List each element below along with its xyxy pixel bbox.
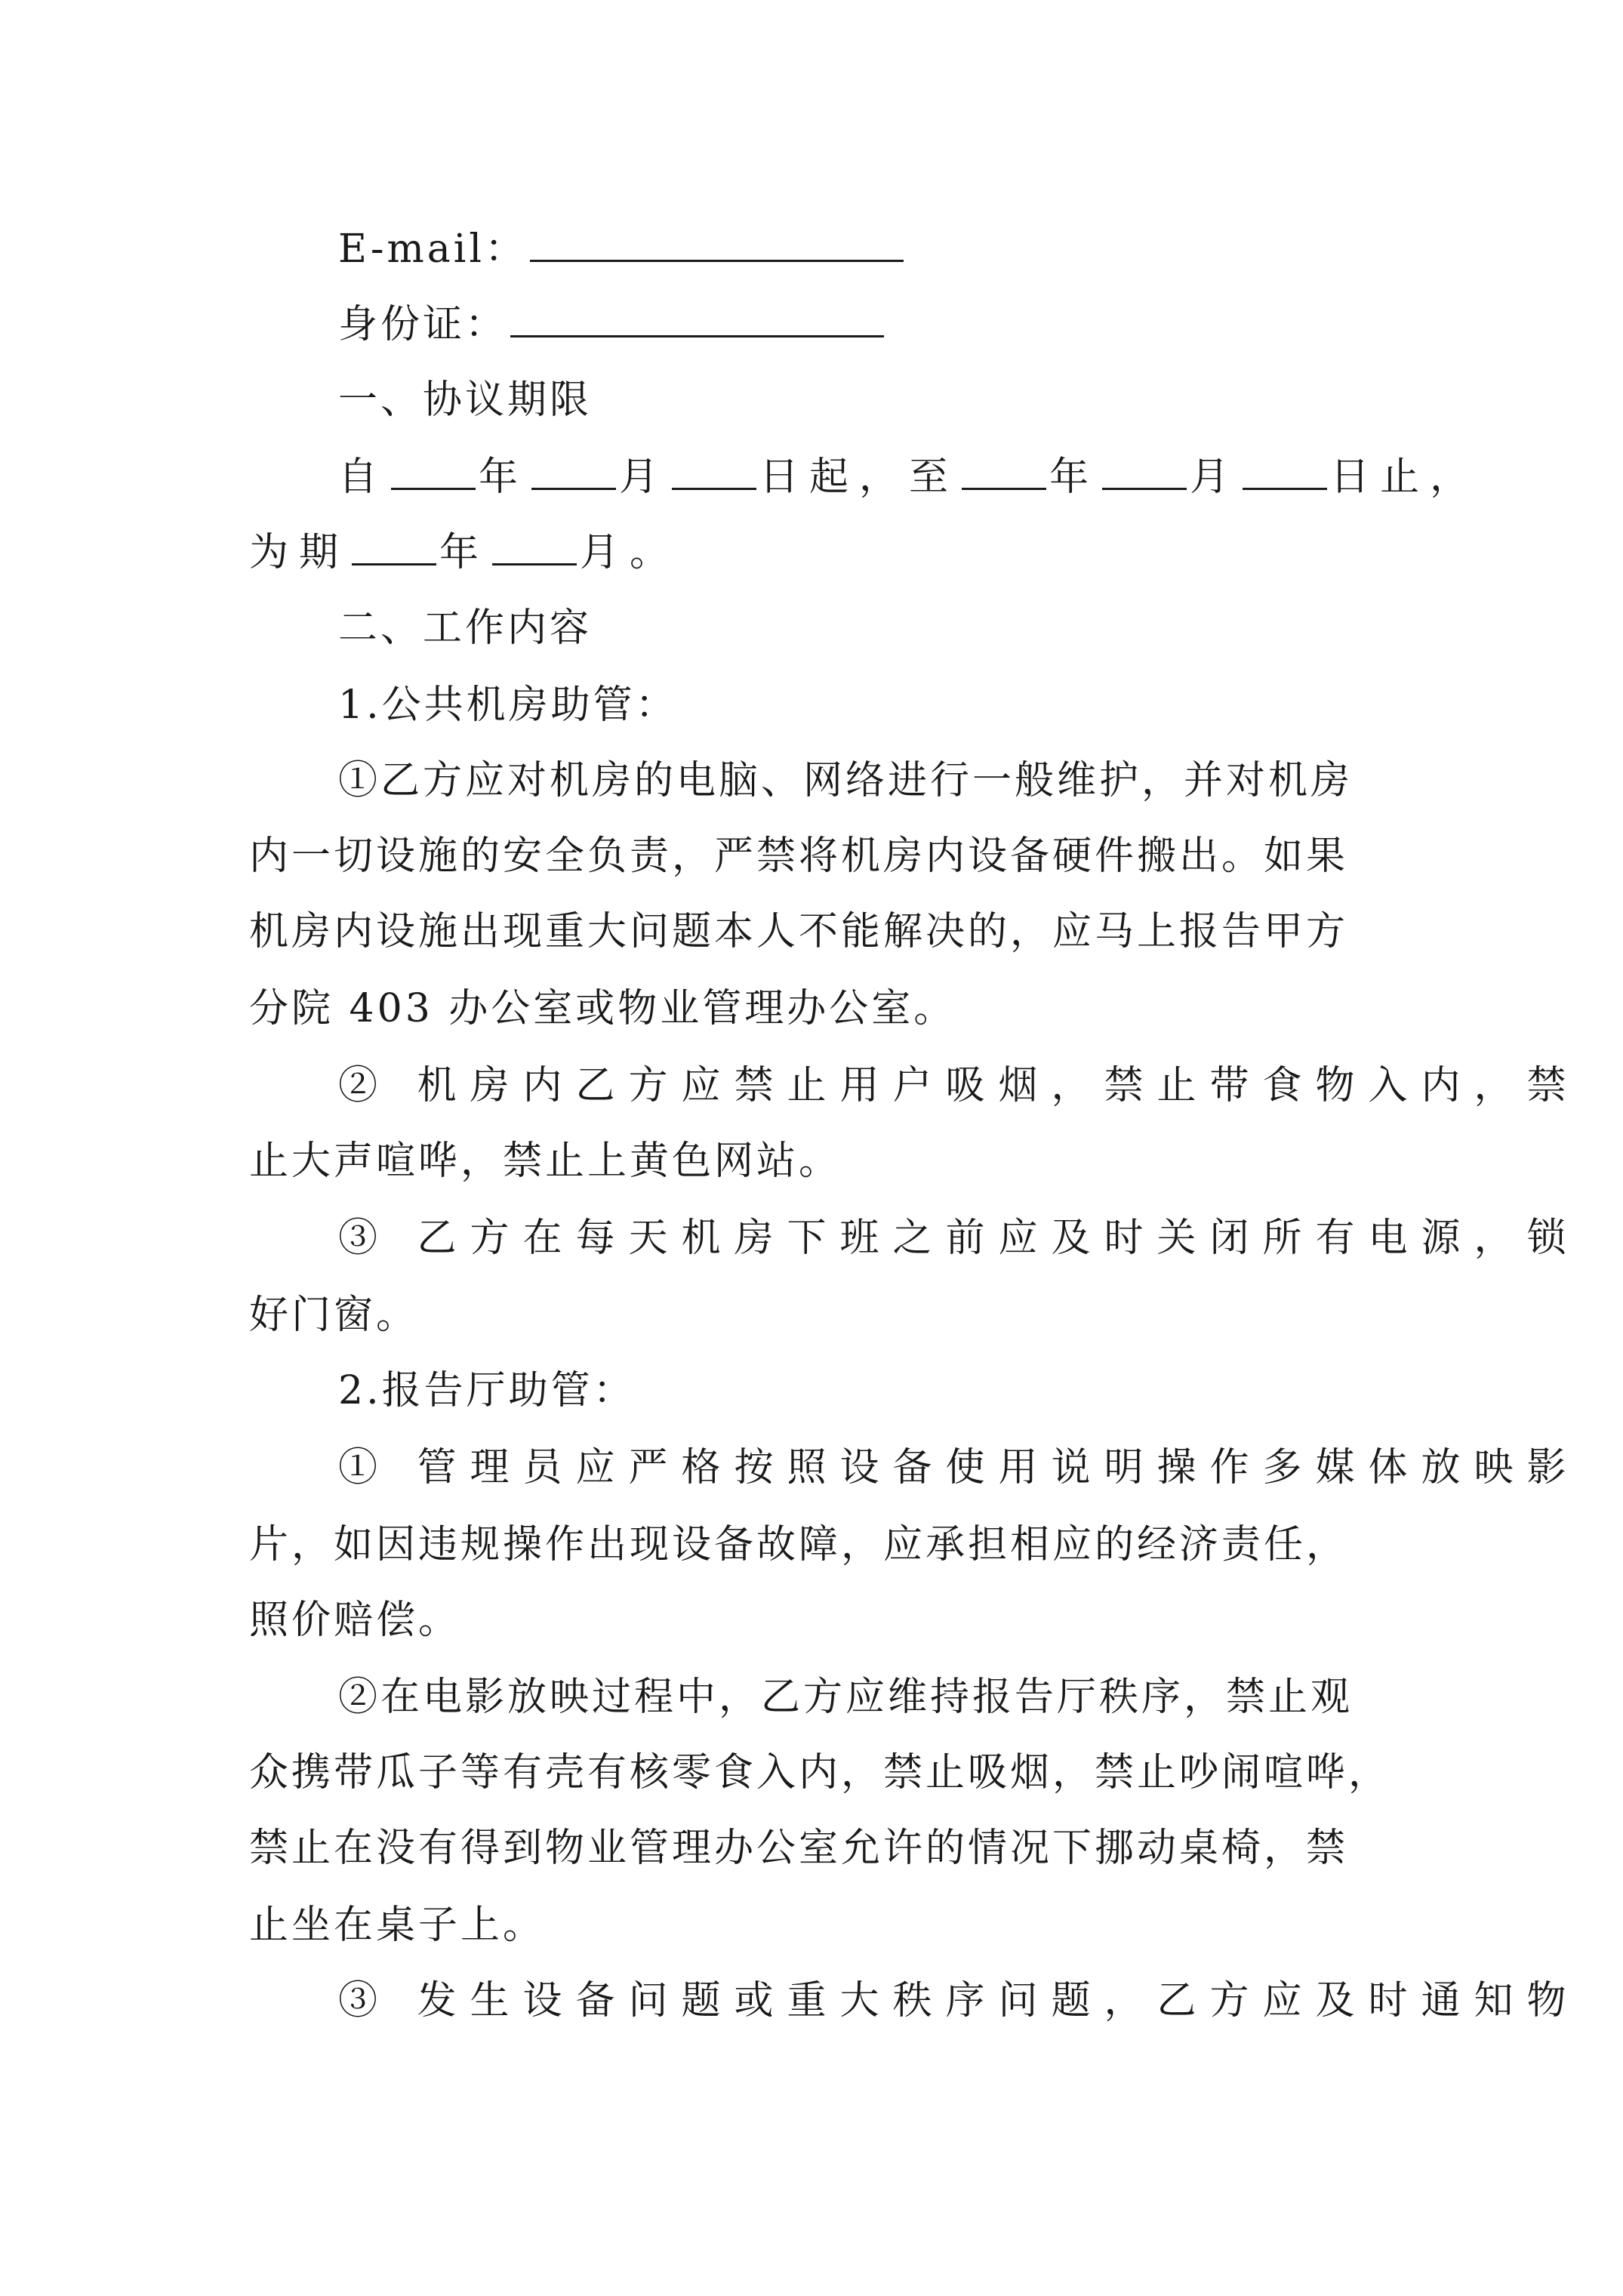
term-text: 年 xyxy=(1049,455,1100,500)
term-line-2 xyxy=(249,529,679,575)
term-blank xyxy=(531,453,616,490)
id-label: 身份证： xyxy=(338,302,508,347)
email-label: E-mail： xyxy=(338,227,528,272)
paragraph-line: ② 机房内乙方应禁止用户吸烟，禁止带食物入内，禁 xyxy=(338,1063,1580,1108)
term-text: 年 xyxy=(479,455,529,500)
paragraph-line: 照价赔偿。 xyxy=(249,1598,461,1643)
paragraph-line: ① 管理员应严格按照设备使用说明操作多媒体放映影 xyxy=(338,1445,1580,1490)
email-blank xyxy=(530,225,904,262)
paragraph-line: ③ 乙方在每天机房下班之前应及时关闭所有电源，锁 xyxy=(338,1216,1580,1261)
term-text: 自 xyxy=(338,455,389,500)
term-blank xyxy=(492,529,577,566)
paragraph-line: ②在电影放映过程中，乙方应维持报告厅秩序，禁止观 xyxy=(338,1675,1354,1720)
term-blank xyxy=(391,453,476,490)
term-blank xyxy=(1243,453,1327,490)
term-text: 月 xyxy=(1190,455,1240,500)
paragraph-line: 止坐在桌子上。 xyxy=(249,1903,546,1948)
term-text: 日止， xyxy=(1330,455,1480,500)
paragraph-line: ③ 发生设备问题或重大秩序问题，乙方应及时通知物 xyxy=(338,1978,1580,2023)
term-text: 为期 xyxy=(249,530,350,575)
sub2-heading: 2.报告厅助管： xyxy=(338,1368,636,1413)
id-blank xyxy=(510,300,884,337)
work-heading: 二、工作内容 xyxy=(338,606,593,651)
paragraph-line: 分院 403 办公室或物业管理办公室。 xyxy=(249,986,956,1031)
paragraph-line: 机房内设施出现重大问题本人不能解决的，应马上报告甲方 xyxy=(249,909,1349,954)
term-text: 年 xyxy=(439,530,490,575)
term-text: 月 xyxy=(619,455,670,500)
paragraph-line: 好门窗。 xyxy=(249,1293,419,1338)
term-blank xyxy=(962,453,1046,490)
paragraph-line: 众携带瓜子等有壳有核零食入内，禁止吸烟，禁止吵闹喧哗， xyxy=(249,1750,1391,1795)
sub1-heading: 1.公共机房助管： xyxy=(338,683,678,728)
term-text: 日起，至 xyxy=(759,455,959,500)
id-line xyxy=(338,300,887,347)
paragraph-line: 禁止在没有得到物业管理办公室允许的情况下挪动桌椅，禁 xyxy=(249,1826,1349,1871)
term-heading: 一、协议期限 xyxy=(338,378,593,423)
email-line xyxy=(338,225,907,272)
term-line-1 xyxy=(338,453,1480,500)
paragraph-line: 片，如因违规操作出现设备故障，应承担相应的经济责任， xyxy=(249,1522,1349,1567)
paragraph-line: 内一切设施的安全负责，严禁将机房内设备硬件搬出。如果 xyxy=(249,834,1349,879)
term-blank xyxy=(1102,453,1187,490)
term-blank xyxy=(672,453,756,490)
term-blank xyxy=(352,529,436,566)
term-text: 月。 xyxy=(580,530,680,575)
paragraph-line: 止大声喧哗，禁止上黄色网站。 xyxy=(249,1139,842,1184)
paragraph-line: ①乙方应对机房的电脑、网络进行一般维护，并对机房 xyxy=(338,758,1354,803)
